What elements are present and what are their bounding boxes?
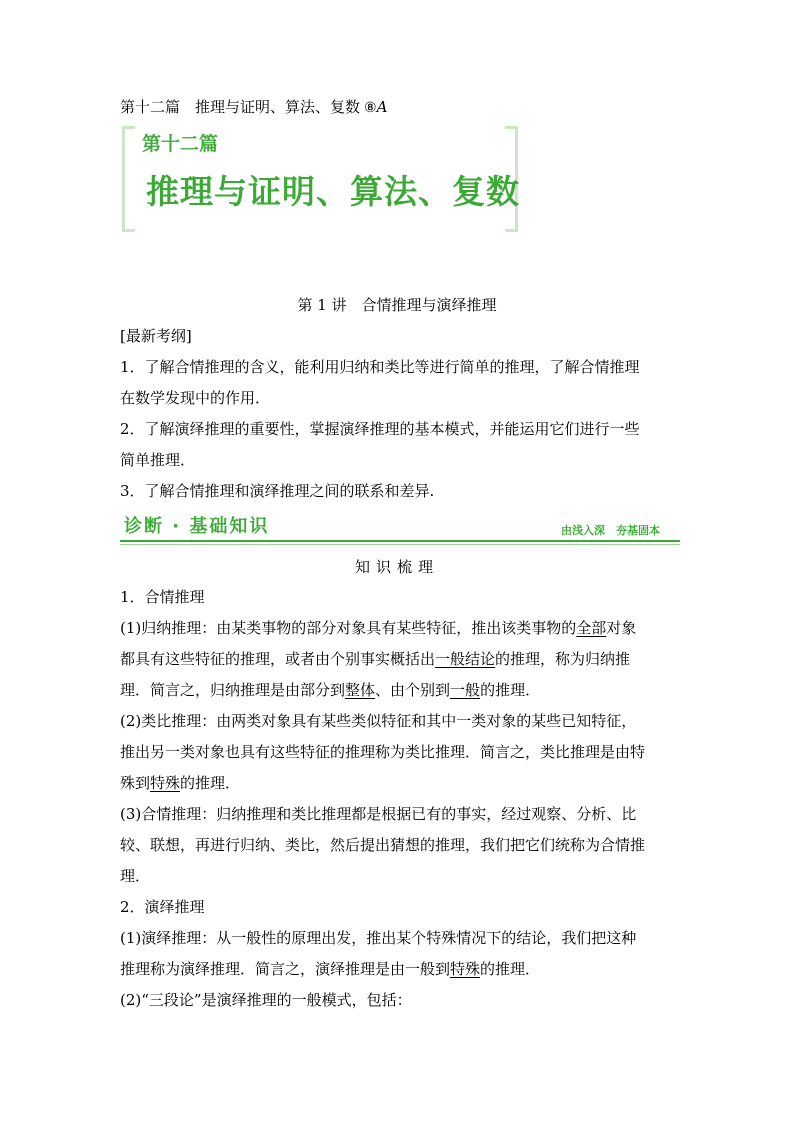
syllabus-item-cont: 在数学发现中的作用． (120, 389, 271, 407)
section-slogan: 由浅入深 夯基固本 (561, 524, 660, 537)
paragraph-line (120, 954, 680, 985)
running-mark: ⑧ (364, 100, 377, 116)
syllabus (120, 321, 680, 507)
section-title: 诊断 · 基础知识 (124, 516, 270, 537)
syllabus-item: 3．了解合情推理和演绎推理之间的联系和差异. (120, 482, 435, 500)
syllabus-item: 2．了解演绎推理的重要性，掌握演绎推理的基本模式，并能运用它们进行一些 (120, 420, 640, 438)
underlined-term: 一般 (450, 681, 481, 699)
heading-inductive: 1．合情推理 (120, 588, 205, 606)
paragraph-line: 理． (120, 867, 151, 885)
banner-chapter-title: 推理与证明、算法、复数 (146, 172, 520, 211)
underlined-term: 全部 (576, 619, 607, 637)
syllabus-label: [最新考纲] (120, 327, 192, 345)
chapter-banner (122, 126, 518, 226)
paragraph-line (120, 768, 680, 799)
underlined-term: 特殊 (150, 774, 181, 792)
text-run: 理．简言之，归纳推理是由部分到 (120, 681, 346, 699)
text-run: 殊到 (120, 774, 151, 792)
running-header-text: 第十二篇 推理与证明、算法、复数 (120, 98, 361, 116)
heading-deductive: 2．演绎推理 (120, 898, 205, 916)
section-rule-thin (120, 544, 680, 545)
paragraph-line: 较、联想，再进行归纳、类比，然后提出猜想的推理，我们把它们统称为合情推 (120, 836, 646, 854)
body-text (120, 582, 680, 1016)
paragraph-line (120, 613, 680, 644)
text-run: 的推理． (480, 681, 541, 699)
text-run: 的推理，称为归纳推 (495, 650, 631, 668)
banner-chapter-number: 第十二篇 (142, 133, 219, 155)
paragraph-line (120, 675, 680, 706)
lecture-title: 第 1 讲 合情推理与演绎推理 (297, 296, 497, 314)
running-mark-a: A (376, 98, 388, 116)
paragraph-line: (1)演绎推理：从一般性的原理出发，推出某个特殊情况下的结论，我们把这种 (120, 929, 637, 947)
underlined-term: 整体 (345, 681, 376, 699)
underlined-term: 特殊 (450, 960, 481, 978)
paragraph-line (120, 644, 680, 675)
syllabus-item-cont: 简单推理． (120, 451, 196, 469)
paragraph-line: (2)“三段论”是演绎推理的一般模式，包括： (120, 991, 412, 1009)
banner-left-bracket (122, 126, 135, 232)
text-run: 对象 (606, 619, 637, 637)
paragraph-line: 推出另一类对象也具有这些特征的推理称为类比推理．简言之，类比推理是由特 (120, 743, 646, 761)
text-run: 的推理． (180, 774, 241, 792)
paragraph-line: (2)类比推理：由两类对象具有某些类似特征和其中一类对象的某些已知特征， (120, 712, 637, 730)
running-header (120, 96, 387, 117)
section-rule (120, 540, 680, 542)
text-run: 推理称为演绎推理．简言之，演绎推理是由一般到 (120, 960, 451, 978)
text-run: 、由个别到 (375, 681, 451, 699)
syllabus-item: 1．了解合情推理的含义，能利用归纳和类比等进行简单的推理，了解合情推理 (120, 358, 640, 376)
paragraph-line: (3)合情推理：归纳推理和类比推理都是根据已有的事实，经过观察、分析、比 (120, 805, 637, 823)
text-run: 都具有这些特征的推理，或者由个别事实概括出 (120, 650, 436, 668)
text-run: (1)归纳推理：由某类事物的部分对象具有某些特征，推出该类事物的 (120, 619, 577, 637)
section-bar (120, 510, 680, 544)
text-run: 的推理． (480, 960, 541, 978)
subheading: 知识梳理 (354, 558, 439, 576)
underlined-term: 一般结论 (435, 650, 496, 668)
